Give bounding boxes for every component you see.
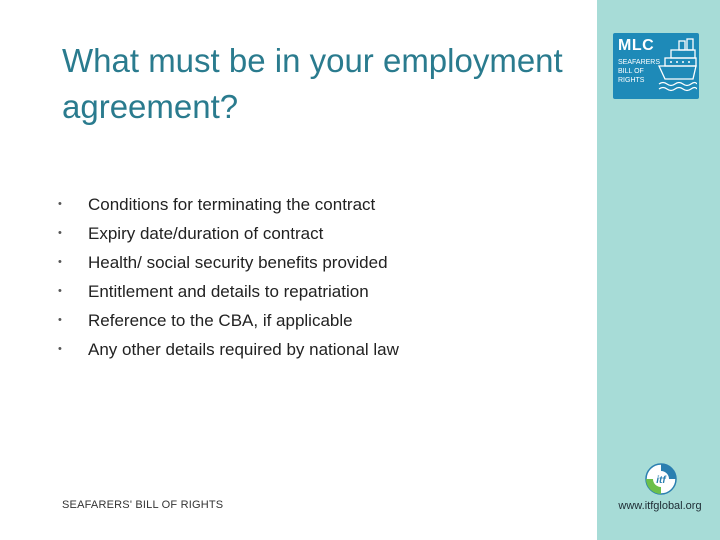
list-item: [58, 190, 558, 219]
list-item: [58, 277, 558, 306]
footer-text: SEAFARERS' BILL OF RIGHTS: [62, 499, 224, 511]
website-link[interactable]: www.itfglobal.org: [618, 500, 702, 512]
itf-logo-icon: [645, 463, 677, 495]
slide-title: What must be in your employment agreement?: [62, 42, 563, 125]
bullet-list: [58, 190, 558, 364]
badge-line: SEAFARERS: [618, 59, 661, 66]
list-item: [58, 335, 558, 364]
badge-line: RIGHTS: [618, 77, 645, 84]
mlc-badge: [613, 33, 699, 99]
ship-icon: [657, 37, 697, 95]
list-item: [58, 306, 558, 335]
list-item-text: Entitlement and details to repatriation: [88, 281, 369, 301]
bullet-icon: •: [58, 256, 62, 268]
list-item-text: Expiry date/duration of contract: [88, 223, 324, 243]
list-item-text: Any other details required by national law: [88, 339, 399, 359]
svg-text:itf: itf: [656, 475, 666, 486]
bullet-icon: •: [58, 285, 62, 297]
bullet-icon: •: [58, 227, 62, 239]
list-item: [58, 219, 558, 248]
badge-line: BILL OF: [618, 68, 644, 75]
bullet-icon: •: [58, 314, 62, 326]
list-item-text: Reference to the CBA, if applicable: [88, 310, 353, 330]
list-item-text: Health/ social security benefits provided: [88, 252, 388, 272]
badge-title: MLC: [618, 37, 655, 54]
bullet-icon: •: [58, 343, 62, 355]
list-item-text: Conditions for terminating the contract: [88, 194, 376, 214]
bullet-icon: •: [58, 198, 62, 210]
list-item: [58, 248, 558, 277]
